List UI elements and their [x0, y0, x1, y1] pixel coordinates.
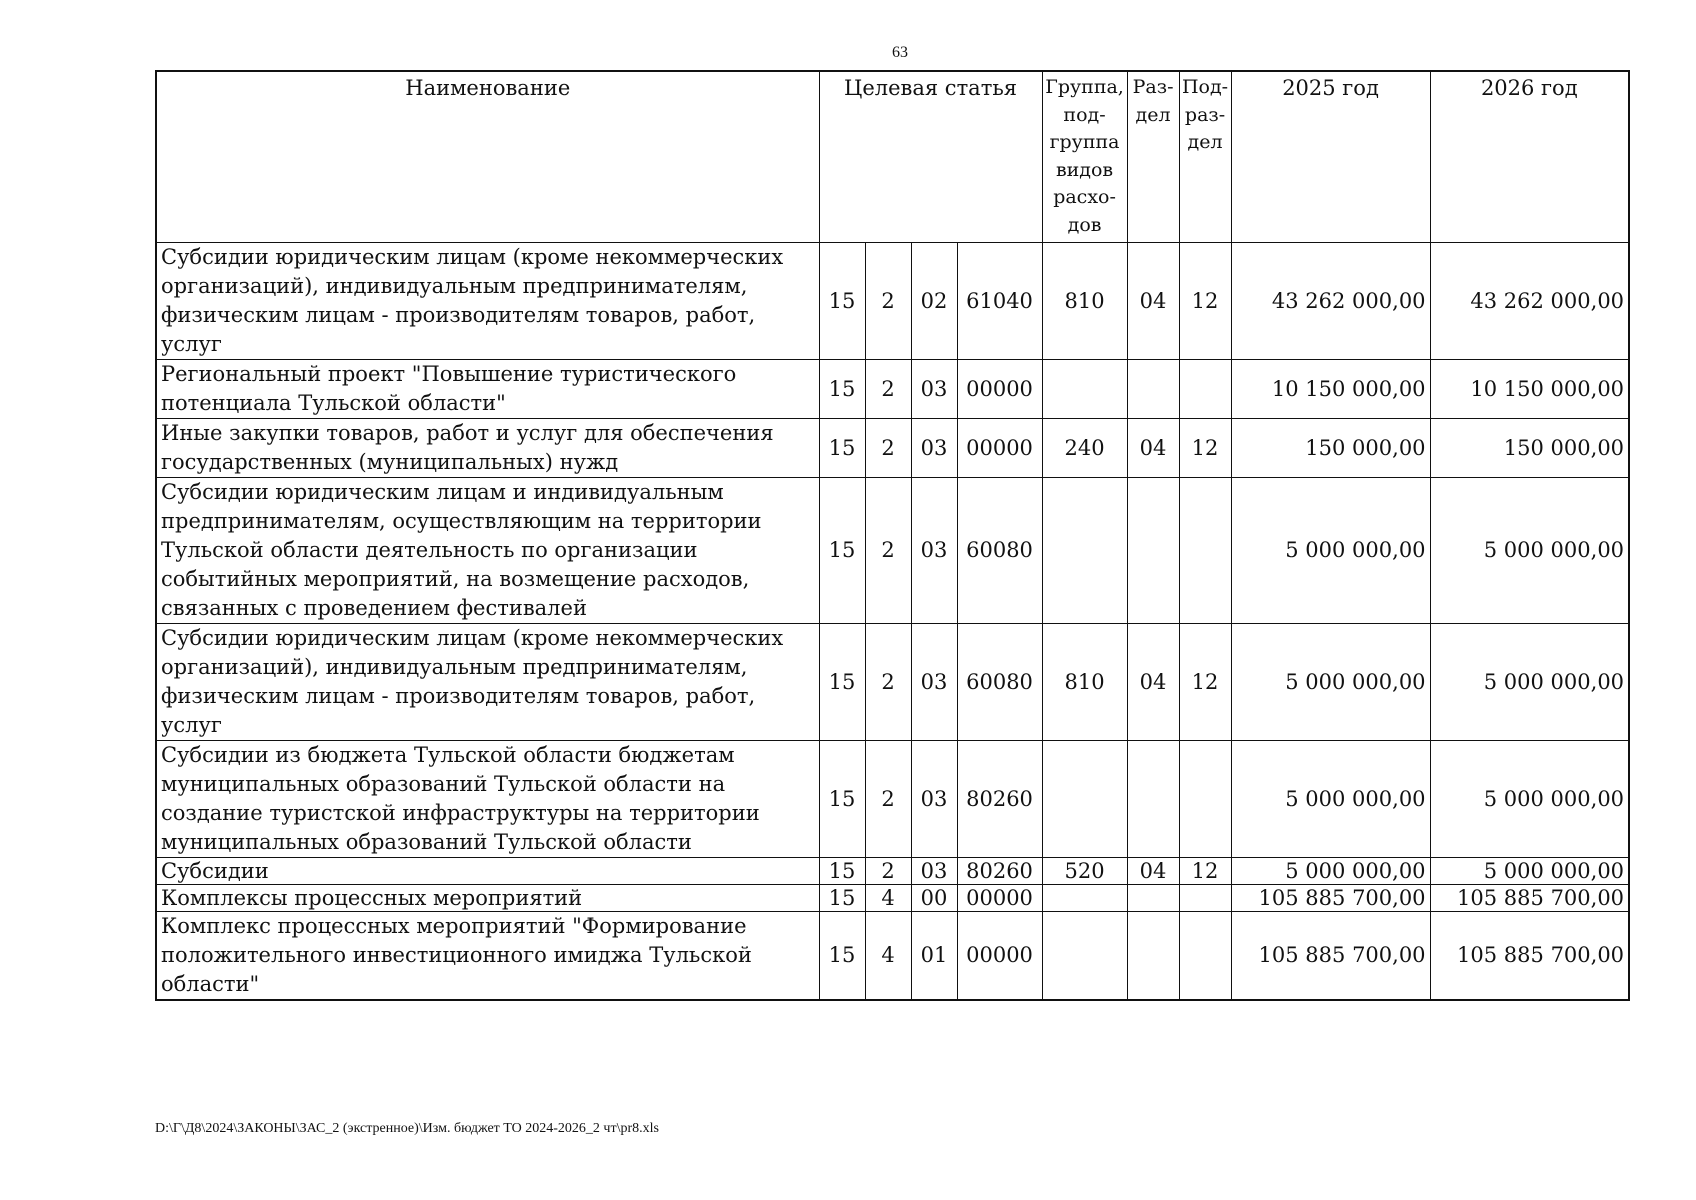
page-number: 63 — [892, 44, 908, 61]
row-expense-group: 810 — [1042, 624, 1127, 741]
row-code-direction: 00000 — [957, 912, 1042, 1001]
row-amount-2026: 5 000 000,00 — [1430, 741, 1629, 858]
row-code-type: 2 — [865, 741, 911, 858]
row-code-program: 15 — [819, 360, 865, 419]
header-expense-group: Группа, под- группа видов расхо- дов — [1042, 71, 1127, 243]
row-code-program: 15 — [819, 419, 865, 478]
row-code-direction: 60080 — [957, 478, 1042, 624]
row-name: Региональный проект "Повышение туристического потенциала Тульской области" — [156, 360, 819, 419]
row-section — [1127, 360, 1179, 419]
row-code-direction: 61040 — [957, 243, 1042, 360]
row-section: 04 — [1127, 243, 1179, 360]
row-amount-2025: 150 000,00 — [1231, 419, 1430, 478]
row-code-type: 2 — [865, 243, 911, 360]
row-code-program: 15 — [819, 243, 865, 360]
row-expense-group: 240 — [1042, 419, 1127, 478]
row-code-program: 15 — [819, 478, 865, 624]
row-code-element: 01 — [911, 912, 957, 1001]
header-name: Наименование — [156, 71, 819, 243]
row-code-element: 03 — [911, 741, 957, 858]
row-code-direction: 00000 — [957, 360, 1042, 419]
table-row — [156, 624, 1629, 741]
row-code-element: 03 — [911, 360, 957, 419]
row-amount-2025: 5 000 000,00 — [1231, 858, 1430, 885]
footer-file-path: D:\Г\Д8\2024\ЗАКОНЫ\ЗАС_2 (экстренное)\Изм. бюджет ТО 2024-2026_2 чт\pr8.xls — [155, 1121, 659, 1136]
row-code-direction: 00000 — [957, 885, 1042, 912]
table-row — [156, 912, 1629, 1001]
header-year-2026: 2026 год — [1430, 71, 1629, 243]
row-code-program: 15 — [819, 912, 865, 1001]
row-expense-group — [1042, 360, 1127, 419]
row-subsection — [1179, 912, 1231, 1001]
table-row — [156, 858, 1629, 885]
row-section — [1127, 912, 1179, 1001]
row-amount-2025: 43 262 000,00 — [1231, 243, 1430, 360]
header-target-article: Целевая статья — [819, 71, 1042, 243]
header-subsection: Под- раз- дел — [1179, 71, 1231, 243]
row-code-direction: 60080 — [957, 624, 1042, 741]
row-code-element: 03 — [911, 624, 957, 741]
header-row — [156, 71, 1629, 243]
row-subsection: 12 — [1179, 624, 1231, 741]
row-code-program: 15 — [819, 624, 865, 741]
table-row — [156, 360, 1629, 419]
row-amount-2025: 105 885 700,00 — [1231, 912, 1430, 1001]
row-amount-2026: 43 262 000,00 — [1430, 243, 1629, 360]
table-row — [156, 478, 1629, 624]
row-amount-2026: 5 000 000,00 — [1430, 478, 1629, 624]
row-name: Субсидии из бюджета Тульской области бюджетам муниципальных образований Тульской области на создание туристской инфраструктуры на территории муниципальных образований Тульской области — [156, 741, 819, 858]
row-amount-2026: 5 000 000,00 — [1430, 624, 1629, 741]
row-section — [1127, 885, 1179, 912]
row-amount-2026: 105 885 700,00 — [1430, 885, 1629, 912]
row-section: 04 — [1127, 858, 1179, 885]
row-code-type: 2 — [865, 624, 911, 741]
row-name: Субсидии — [156, 858, 819, 885]
row-section — [1127, 741, 1179, 858]
row-amount-2026: 5 000 000,00 — [1430, 858, 1629, 885]
row-code-program: 15 — [819, 858, 865, 885]
header-section: Раз- дел — [1127, 71, 1179, 243]
row-section — [1127, 478, 1179, 624]
table-row — [156, 243, 1629, 360]
row-code-direction: 80260 — [957, 741, 1042, 858]
row-code-type: 4 — [865, 912, 911, 1001]
row-subsection — [1179, 360, 1231, 419]
row-code-direction: 80260 — [957, 858, 1042, 885]
table-row — [156, 885, 1629, 912]
row-expense-group: 810 — [1042, 243, 1127, 360]
row-name: Субсидии юридическим лицам (кроме некоммерческих организаций), индивидуальным предпринимателям, физическим лицам - производителям товаров, работ, услуг — [156, 243, 819, 360]
row-name: Субсидии юридическим лицам (кроме некоммерческих организаций), индивидуальным предпринимателям, физическим лицам - производителям товаров, работ, услуг — [156, 624, 819, 741]
row-expense-group — [1042, 912, 1127, 1001]
header-year-2025: 2025 год — [1231, 71, 1430, 243]
row-expense-group — [1042, 885, 1127, 912]
row-amount-2025: 5 000 000,00 — [1231, 741, 1430, 858]
row-subsection: 12 — [1179, 858, 1231, 885]
row-code-program: 15 — [819, 741, 865, 858]
row-code-type: 2 — [865, 360, 911, 419]
budget-table — [155, 70, 1630, 1001]
row-code-type: 4 — [865, 885, 911, 912]
row-section: 04 — [1127, 624, 1179, 741]
row-name: Субсидии юридическим лицам и индивидуальным предпринимателям, осуществляющим на территории Тульской области деятельность по организации событийных мероприятий, на возмещение расходов, связанных с проведением фестивалей — [156, 478, 819, 624]
row-code-type: 2 — [865, 858, 911, 885]
row-code-type: 2 — [865, 478, 911, 624]
table-row — [156, 741, 1629, 858]
row-code-element: 00 — [911, 885, 957, 912]
row-code-element: 03 — [911, 478, 957, 624]
row-amount-2025: 10 150 000,00 — [1231, 360, 1430, 419]
row-amount-2025: 5 000 000,00 — [1231, 478, 1430, 624]
row-code-program: 15 — [819, 885, 865, 912]
row-name: Комплексы процессных мероприятий — [156, 885, 819, 912]
row-name: Комплекс процессных мероприятий "Формирование положительного инвестиционного имиджа Тульской области" — [156, 912, 819, 1001]
row-expense-group: 520 — [1042, 858, 1127, 885]
row-section: 04 — [1127, 419, 1179, 478]
row-code-direction: 00000 — [957, 419, 1042, 478]
row-amount-2026: 105 885 700,00 — [1430, 912, 1629, 1001]
row-subsection: 12 — [1179, 243, 1231, 360]
row-amount-2025: 105 885 700,00 — [1231, 885, 1430, 912]
row-subsection: 12 — [1179, 419, 1231, 478]
row-amount-2025: 5 000 000,00 — [1231, 624, 1430, 741]
table-row — [156, 419, 1629, 478]
row-amount-2026: 10 150 000,00 — [1430, 360, 1629, 419]
row-code-element: 03 — [911, 419, 957, 478]
row-subsection — [1179, 885, 1231, 912]
row-code-type: 2 — [865, 419, 911, 478]
row-expense-group — [1042, 741, 1127, 858]
row-subsection — [1179, 741, 1231, 858]
row-name: Иные закупки товаров, работ и услуг для обеспечения государственных (муниципальных) нужд — [156, 419, 819, 478]
row-subsection — [1179, 478, 1231, 624]
row-code-element: 02 — [911, 243, 957, 360]
row-expense-group — [1042, 478, 1127, 624]
row-amount-2026: 150 000,00 — [1430, 419, 1629, 478]
row-code-element: 03 — [911, 858, 957, 885]
